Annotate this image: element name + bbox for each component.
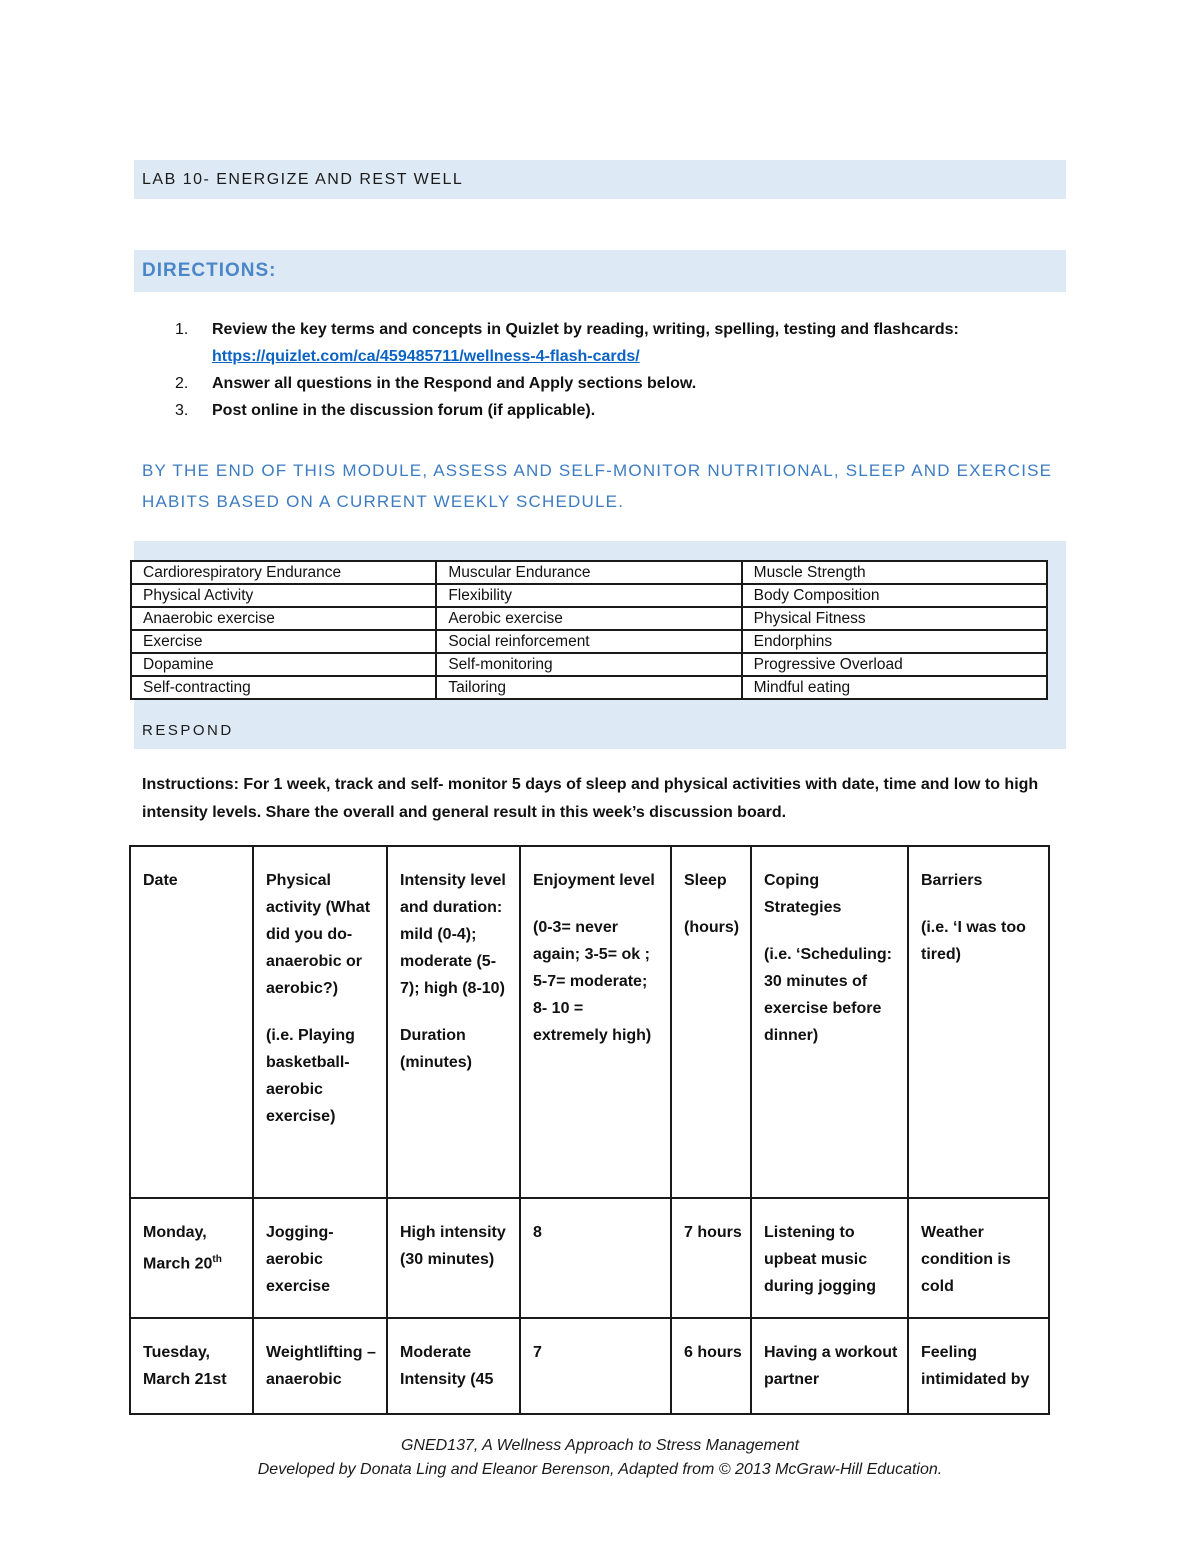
term-cell: Tailoring	[436, 676, 741, 699]
term-cell: Dopamine	[131, 653, 436, 676]
step-number: 3.	[175, 402, 189, 419]
header-intensity: Intensity level and duration: mild (0-4); moderate (5-7); high (8-10) Duration (minutes)	[387, 846, 520, 1198]
term-cell: Aerobic exercise	[436, 607, 741, 630]
cell-date: Monday, March 20th	[130, 1198, 253, 1318]
cell-date: Tuesday, March 21st	[130, 1318, 253, 1414]
term-cell: Anaerobic exercise	[131, 607, 436, 630]
cell-barriers: Feeling intimidated by	[908, 1318, 1049, 1414]
table-header-row	[130, 846, 1049, 1198]
footer-course: GNED137, A Wellness Approach to Stress Management	[400, 1437, 800, 1454]
step-number: 1.	[175, 321, 189, 338]
table-row	[131, 630, 1047, 653]
direction-step-2	[175, 370, 1055, 397]
direction-step-3	[175, 397, 1055, 424]
cell-activity: Jogging- aerobic exercise	[253, 1198, 387, 1318]
table-row	[131, 584, 1047, 607]
term-cell: Progressive Overload	[742, 653, 1047, 676]
step-number: 2.	[175, 375, 189, 392]
term-cell: Muscular Endurance	[436, 561, 741, 584]
term-cell: Physical Activity	[131, 584, 436, 607]
directions-heading: DIRECTIONS:	[142, 260, 277, 281]
table-row	[131, 561, 1047, 584]
header-sleep: Sleep (hours)	[671, 846, 751, 1198]
header-coping: Coping Strategies (i.e. ‘Scheduling: 30 minutes of exercise before dinner)	[751, 846, 908, 1198]
table-row	[131, 653, 1047, 676]
table-row	[130, 1198, 1049, 1318]
term-cell: Muscle Strength	[742, 561, 1047, 584]
term-cell: Social reinforcement	[436, 630, 741, 653]
header-date: Date	[130, 846, 253, 1198]
cell-barriers: Weather condition is cold	[908, 1198, 1049, 1318]
key-terms-table	[130, 560, 1048, 700]
term-cell: Exercise	[131, 630, 436, 653]
respond-instructions: Instructions: For 1 week, track and self- monitor 5 days of sleep and physical activities with date, time and low to high intensity levels. Share the overall and general result in this week’s discussion board.	[142, 776, 1039, 821]
cell-intensity: Moderate Intensity (45	[387, 1318, 520, 1414]
module-objective: BY THE END OF THIS MODULE, ASSESS AND SELF-MONITOR NUTRITIONAL, SLEEP AND EXERCISE HABITS BASED ON A CURRENT WEEKLY SCHEDULE.	[142, 461, 1053, 511]
term-cell: Mindful eating	[742, 676, 1047, 699]
header-barriers: Barriers (i.e. ‘I was too tired)	[908, 846, 1049, 1198]
respond-heading: RESPOND	[142, 722, 234, 739]
term-cell: Physical Fitness	[742, 607, 1047, 630]
term-cell: Flexibility	[436, 584, 741, 607]
step-text: Post online in the discussion forum (if applicable).	[212, 402, 596, 419]
direction-step-1	[175, 316, 1055, 370]
quizlet-link[interactable]: https://quizlet.com/ca/459485711/wellness-4-flash-cards/	[212, 348, 640, 365]
directions-list	[175, 316, 1055, 424]
cell-intensity: High intensity (30 minutes)	[387, 1198, 520, 1318]
footer-credits: Developed by Donata Ling and Eleanor Berenson, Adapted from © 2013 McGraw-Hill Education.	[257, 1461, 943, 1478]
step-text: Review the key terms and concepts in Quizlet by reading, writing, spelling, testing and flashcards:	[212, 321, 959, 338]
term-cell: Self-monitoring	[436, 653, 741, 676]
table-row	[130, 1318, 1049, 1414]
cell-coping: Listening to upbeat music during jogging	[751, 1198, 908, 1318]
term-cell: Body Composition	[742, 584, 1047, 607]
lab-title: LAB 10- ENERGIZE AND REST WELL	[142, 171, 464, 188]
cell-activity: Weightlifting – anaerobic	[253, 1318, 387, 1414]
term-cell: Self-contracting	[131, 676, 436, 699]
step-text: Answer all questions in the Respond and Apply sections below.	[212, 375, 697, 392]
table-row	[131, 676, 1047, 699]
cell-enjoyment: 8	[520, 1198, 671, 1318]
header-enjoyment: Enjoyment level (0-3= never again; 3-5= ok ; 5-7= moderate; 8- 10 = extremely high)	[520, 846, 671, 1198]
header-activity: Physical activity (What did you do- anaerobic or aerobic?) (i.e. Playing basketball- aerobic exercise)	[253, 846, 387, 1198]
table-row	[131, 607, 1047, 630]
term-cell: Cardiorespiratory Endurance	[131, 561, 436, 584]
term-cell: Endorphins	[742, 630, 1047, 653]
tracking-log-table	[129, 845, 1050, 1415]
cell-enjoyment: 7	[520, 1318, 671, 1414]
cell-sleep: 6 hours	[671, 1318, 751, 1414]
cell-sleep: 7 hours	[671, 1198, 751, 1318]
cell-coping: Having a workout partner	[751, 1318, 908, 1414]
